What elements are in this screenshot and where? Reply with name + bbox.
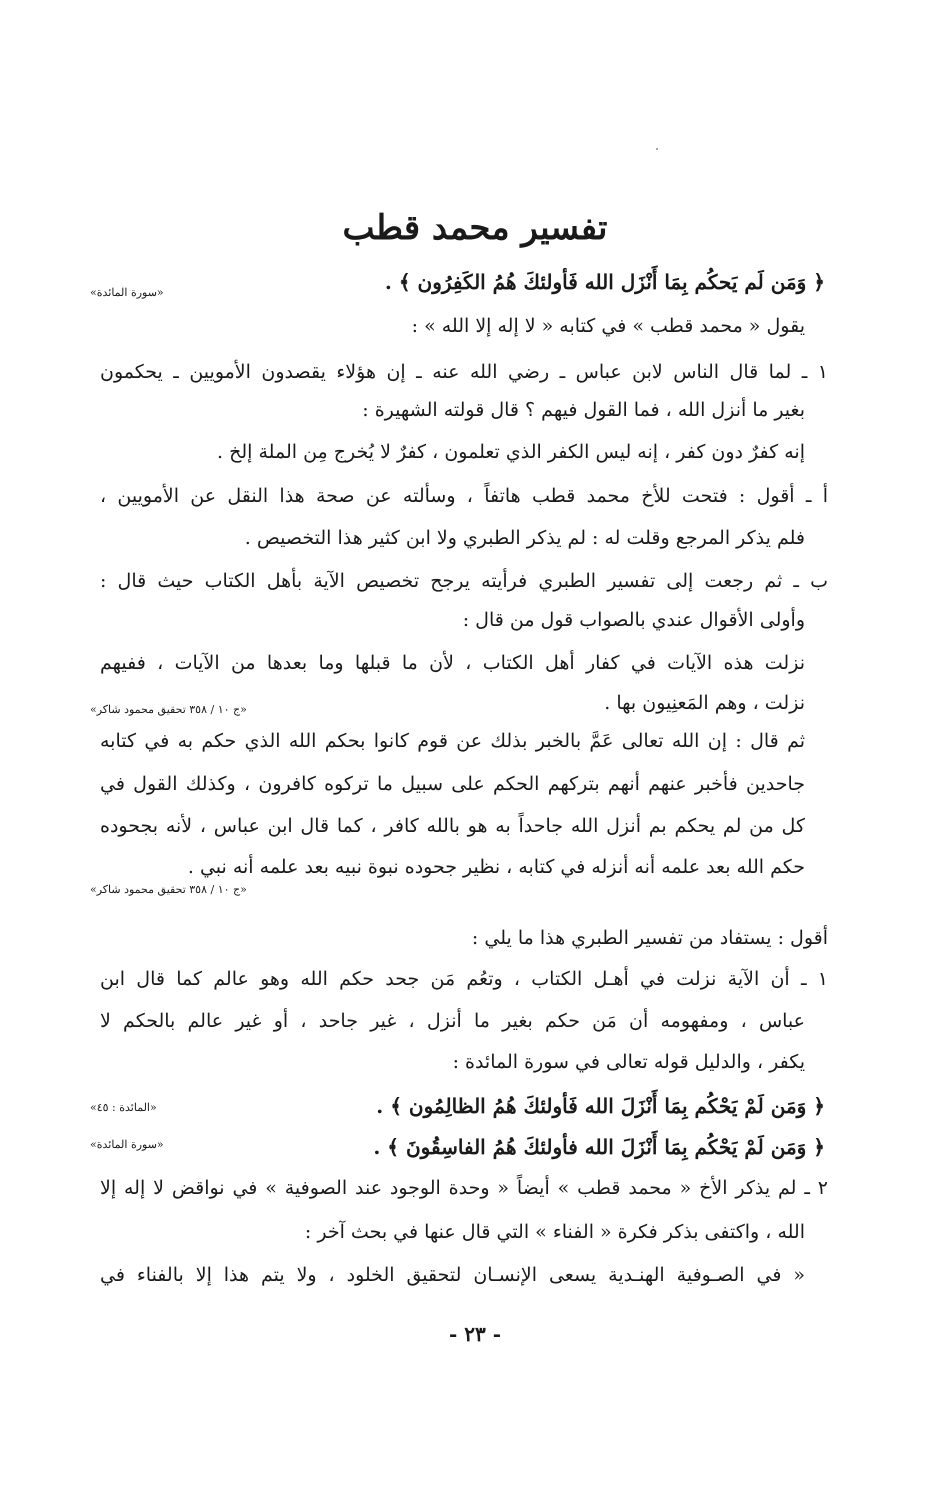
text-line: الله ، واكتفى بذكر فكرة « الفناء » التي قال عنها في بحث آخر :	[304, 1221, 805, 1243]
quote-line: كل من لم يحكم بم أنزل الله جاحداً به هو بالله كافر ، كما قال ابن عباس ، لأنه بجحوده	[100, 815, 805, 837]
verse-reference: «المائدة : ٤٥»	[90, 1101, 157, 1114]
quote-line: ثم قال : إن الله تعالى عَمَّ بالخبر بذلك عن قوم كانوا بحكم الله الذي حكم به في كتابه	[100, 730, 805, 752]
text-line: يكفر ، والدليل قوله تعالى في سورة المائدة :	[452, 1051, 805, 1073]
quote-line: « في الصـوفية الهنـدية يسعى الإنسـان لتحقيق الخلود ، ولا يتم هذا إلا بالفناء في	[100, 1264, 805, 1286]
quote-line: نزلت ، وهم المَعنِيون بها .	[604, 692, 805, 714]
text-line: ١ ـ لما قال الناس لابن عباس ـ رضي الله عنه ـ إن هؤلاء يقصدون الأمويين ـ يحكمون	[100, 361, 828, 383]
quote-line: نزلت هذه الآيات في كفار أهل الكتاب ، لأن ما قبلها وما بعدها من الآيات ، ففيهم	[100, 652, 805, 674]
text-line: بغير ما أنزل الله ، فما القول فيهم ؟ قال قولته الشهيرة :	[362, 399, 805, 421]
text-line: ٢ ـ لم يذكر الأخ « محمد قطب » أيضاً « وحدة الوجود عند الصوفية » في نواقض لا إله إلا	[100, 1177, 828, 1199]
text-line: أقول : يستفاد من تفسير الطبري هذا ما يلي :	[471, 927, 828, 949]
quote-line: جاحدين فأخبر عنهم أنهم بتركهم الحكم على سبيل ما تركوه كافرون ، وكذلك القول في	[100, 773, 805, 795]
text-line: فلم يذكر المرجع وقلت له : لم يذكر الطبري ولا ابن كثير هذا التخصيص .	[244, 527, 805, 549]
text-line: يقول « محمد قطب » في كتابه « لا إله إلا الله » :	[411, 315, 805, 337]
text-line: أ ـ أقول : فتحت للأخ محمد قطب هاتفاً ، وسألته عن صحة هذا النقل عن الأمويين ،	[100, 485, 828, 507]
page-title: تفسير محمد قطب	[342, 208, 608, 248]
text-line: ب ـ ثم رجعت إلى تفسير الطبري فرأيته يرجح تخصيص الآية بأهل الكتاب حيث قال :	[100, 570, 828, 592]
citation-note: «ج ١٠ / ٣٥٨ تحقيق محمود شاكر»	[90, 703, 247, 716]
citation-note: «ج ١٠ / ٣٥٨ تحقيق محمود شاكر»	[90, 883, 247, 896]
quran-verse: ﴿ وَمَن لَمْ يَحْكُم بِمَا أَنْزَلَ الله فأولئكَ هُمُ الفاسِقُونَ ﴾ .	[373, 1135, 825, 1159]
verse-reference: «سورة المائدة»	[90, 286, 164, 299]
text-line: عباس ، ومفهومه أن مَن حكم بغير ما أنزل ، غير جاحد ، أو غير عالم بالحكم لا	[100, 1010, 805, 1032]
quran-verse: ﴿ وَمَن لَم يَحكُم بِمَا أَنْزَل الله فَأولئكَ هُمُ الكَفِرُون ﴾ .	[384, 270, 825, 294]
page-number: - ٢٣ -	[448, 1322, 501, 1346]
quote-line: إنه كفرٌ دون كفر ، إنه ليس الكفر الذي تعلمون ، كفرٌ لا يُخرج مِن الملة إلخ .	[217, 441, 805, 463]
verse-reference: «سورة المائدة»	[90, 1138, 164, 1151]
text-line: وأولى الأقوال عندي بالصواب قول من قال :	[462, 609, 805, 631]
scan-speck	[656, 148, 658, 150]
quran-verse: ﴿ وَمَن لَمْ يَحْكُم بِمَا أَنْزَلَ الله فَأولئكَ هُمُ الظالِمُون ﴾ .	[376, 1094, 825, 1118]
quote-line: حكم الله بعد علمه أنه أنزله في كتابه ، نظير جحوده نبوة نبيه بعد علمه أنه نبي .	[187, 856, 805, 878]
text-line: ١ ـ أن الآية نزلت في أهـل الكتاب ، وتعُم مَن جحد حكم الله وهو عالم كما قال ابن	[100, 968, 828, 990]
